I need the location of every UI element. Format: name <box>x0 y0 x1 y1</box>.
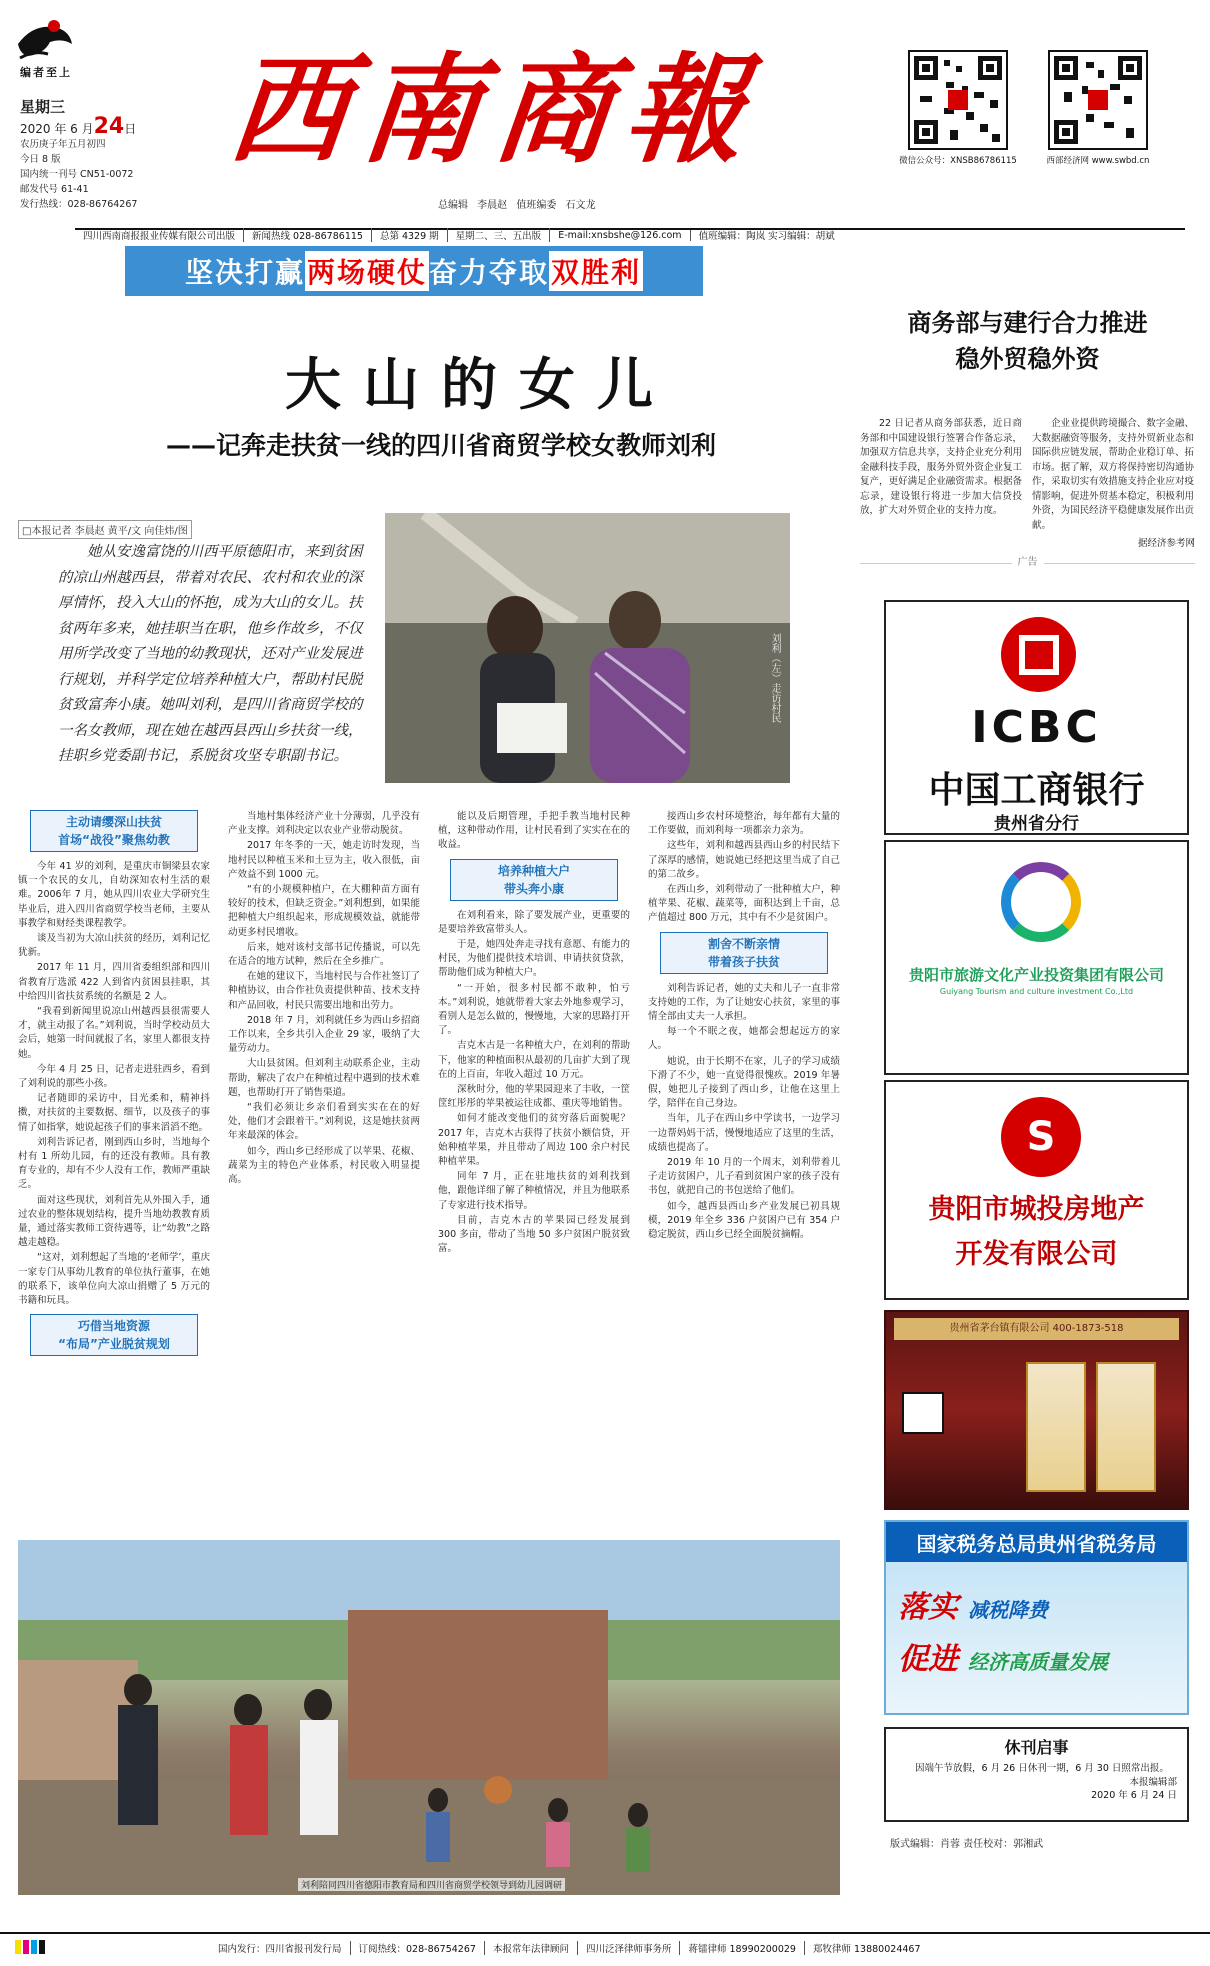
tax-bureau-ad[interactable] <box>884 1520 1189 1715</box>
subhead: 培养种植大户 带头奔小康 <box>450 859 618 901</box>
weekday: 星期三 <box>20 98 66 116</box>
tourism-cn-name: 贵阳市旅游文化产业投资集团有限公司 <box>908 966 1164 984</box>
lead-article-body <box>18 810 840 1530</box>
editor-credit: 版式编辑：肖蓉 责任校对：郭湘武 <box>890 1839 1044 1850</box>
lead-headline <box>120 352 840 462</box>
qr-caption: 微信公众号：XNSB86786115 <box>899 156 1017 166</box>
side-news-title: 商务部与建行合力推进 稳外贸稳外资 <box>907 309 1148 373</box>
newspaper-motto-logo <box>14 14 76 62</box>
icbc-en-name: ICBC <box>971 702 1102 753</box>
slogan-banner: 坚决打赢 两场硬仗 奋力夺取 双胜利 <box>125 246 703 296</box>
qr-code-icon <box>1048 50 1148 150</box>
side-news <box>860 305 1195 566</box>
issue-day: 24 <box>93 114 125 139</box>
tax-slogan-line2: 促进 经济高质量发展 <box>898 1642 1108 1677</box>
footer-distribution: 国内发行：四川省报刊发行局 <box>210 1941 351 1955</box>
city-investment-logo-icon: S <box>1001 1097 1081 1177</box>
side-news-body: 22 日记者从商务部获悉，近日商务部和中国建设银行签署合作备忘录，加强双方信息共享，支持企业充分利用金融科技手段，服务外贸外资企业复工复产，更好满足企业融资需求。根据备忘录，建设银行将进一步加大信贷投放，扩大对外贸企业的支持力度。 企业业提供跨境撮合、数字金融、大数据融资等服务，支持外贸新业态和国际供应链发展，帮助企业稳订单、拓市场。据了解，双方将保持密切沟通协作，采取切实有效措施支持企业应对疫情影响，促进外贸基本稳定，积极利用外资，为国民经济平稳健康发展作出贡献。 <box>860 418 1194 531</box>
masthead <box>0 0 1210 242</box>
icbc-ad[interactable] <box>884 600 1189 835</box>
tax-bureau-name: 国家税务总局贵州省税务局 <box>886 1522 1187 1562</box>
tax-slogan-line1: 落实 减税降费 <box>898 1590 1048 1625</box>
liquor-ad[interactable] <box>884 1310 1189 1510</box>
icbc-logo-icon <box>1001 617 1076 692</box>
motto-text: 编者至上 <box>20 66 72 79</box>
footer-law-firm: 四川泛泽律师事务所 <box>578 1941 681 1955</box>
ad-label: 广告 <box>860 563 1195 564</box>
duty-editors: 值班编辑：陶岚 实习编辑：胡斌 <box>698 231 835 242</box>
footer-bar <box>0 1932 1210 1962</box>
footer-lawyer-1: 蒋镭律师 18990200029 <box>680 1941 805 1955</box>
article-column-4: 接西山乡农村环境整治，每年都有大量的工作要做，而刘利每一项都亲力亲为。 这些年，刘利和越西县西山乡的村民结下了深厚的感情，她说她已经把这里当成了自己的第二故乡。 在西山乡，刘利带动了一批种植大户，种植苹果、花椒、蔬菜等，面积达到上千亩，总产值超过 800 万元，其中有不少是贫困户。 割舍不断亲情 带着孩子扶贫 刘利告诉记者，她的丈夫和儿子一直非常支持她的工作，为了让她安心扶贫，家里的事情全部由丈夫一人承担。 每一个不眠之夜，她都会想起远方的家人。 她说，由于长期不在家，儿子的学习成绩下滑了不少，她一直觉得很愧疚。2019 年暑假，她把儿子接到了西山乡，让他在这里上学，陪伴在自己身边。 当年，儿子在西山乡中学读书，一边学习一边帮妈妈干活，慢慢地适应了这里的生活，成绩也提高了。 2019 年 10 月的一个周末，刘利带着儿子走访贫困户，儿子看到贫困户家的孩子没有书包，就把自己的书包送给了他们。 如今，越西县西山乡产业发展已初具规模，2019 年全乡 336 户贫困户已有 354 户稳定脱贫，西山乡已经全面脱贫摘帽。 <box>648 811 840 1241</box>
side-news-source: 据经济参考网 <box>1137 538 1195 549</box>
info-bar <box>75 228 1185 240</box>
qr-code-icon <box>908 50 1008 150</box>
subhead: 巧借当地资源 “布局”产业脱贫规划 <box>30 1314 198 1356</box>
tourism-group-ad[interactable] <box>884 840 1189 1075</box>
icbc-branch: 贵州省分行 <box>994 814 1079 834</box>
notice-date: 2020 年 6 月 24 日 <box>1091 1790 1177 1801</box>
suspension-notice <box>884 1727 1189 1822</box>
footer-subscription: 订阅热线：028-86754267 <box>351 1941 485 1955</box>
subhead: 主动请缨深山扶贫 首场“战役”聚焦幼教 <box>30 810 198 852</box>
lead-intro: 她从安逸富饶的川西平原德阳市，来到贫困的凉山州越西县，带着对农民、农村和农业的深厚情怀，投入大山的怀抱，成为大山的女儿。扶贫两年多来，她挂职当在职，他乡作故乡，不仅用所学改变了当地的幼教现状，还对产业发展进行规划，并科学定位培养种植大户，帮助村民脱贫致富奔小康。她叫刘利，是四川省商贸学校的一名女教师，现在她在越西县西山乡扶贫一线，挂职乡党委副书记，系脱贫攻坚专职副书记。 <box>58 544 363 764</box>
article-photo-kindergarten <box>18 1540 840 1895</box>
liquor-box-icon <box>1096 1362 1156 1492</box>
cn-number: 国内统一刊号 CN51-0072 <box>20 169 134 180</box>
qr-code-icon <box>902 1392 944 1434</box>
newspaper-title: 西南商報 <box>222 40 766 179</box>
byline: □本报记者 李晨赵 黄平/文 向佳炜/图 <box>18 520 192 539</box>
publish-schedule: 星期二、三、五出版 <box>448 228 551 242</box>
issue-date: 2020 年 6 月24日 <box>20 114 137 139</box>
article-column-2: 当地村集体经济产业十分薄弱，几乎没有产业支撑。刘利决定以农业产业带动脱贫。 2017 年冬季的一天，她走访时发现，当地村民以种植玉米和土豆为主，收入很低，亩产效益不到 1000 元。 “有的小规模种植户，在大棚种苗方面有较好的技术，但缺乏资金。”刘利想到，如果能把种植大户组织起来，形成规模效益，就能带动更多村民增收。 后来，她对该村支部书记传播说，可以先在适合的地方试种，然后在全乡推广。 在她的建议下，当地村民与合作社签订了种植协议，由合作社负责提供种苗、技术支持和产品回收，村民只需要出地和出劳力。 2018 年 7 月，刘利就任乡为西山乡招商工作以来，全乡共引入企业 29 家，吸纳了大量劳动力。 大山县贫困。但刘利主动联系企业，主动帮助，解决了农户在种植过程中遇到的技术难题，也帮助打开了销售渠道。 “我们必须让乡亲们看到实实在在的好处，他们才会跟着干。”刘利说，这是她扶贫两年来最深的体会。 如今，西山乡已经形成了以苹果、花椒、蔬菜为主的特色产业体系，村民收入明显提高。 <box>228 811 420 1186</box>
city-investment-name-line1: 贵阳市城投房地产 <box>928 1194 1145 1225</box>
tourism-en-name: Guiyang Tourism and culture investment Co.,Ltd <box>939 987 1134 996</box>
qr-caption: 西部经济网 www.swbd.cn <box>1046 156 1150 166</box>
issue-info <box>20 100 137 212</box>
lead-title: 大山的女儿 <box>285 353 675 418</box>
wechat-qr[interactable] <box>898 50 1018 166</box>
news-hotline: 新闻热线 028-86786115 <box>244 228 372 242</box>
chief-editors: 总编辑 李晨赵 值班编委 石文龙 <box>438 200 596 211</box>
page-count: 今日 8 版 <box>20 154 61 165</box>
postal-code: 邮发代号 61-41 <box>20 184 89 195</box>
city-investment-ad[interactable] <box>884 1080 1189 1300</box>
notice-body: 因端午节放假，6 月 26 日休刊一期，6 月 30 日照常出报。 <box>915 1763 1169 1774</box>
city-investment-name-line2: 开发有限公司 <box>955 1239 1118 1270</box>
photo-caption: 刘利陪同四川省德阳市教育局和四川省商贸学校领导到幼儿园调研 <box>298 1878 565 1891</box>
lunar-date: 农历庚子年五月初四 <box>20 139 106 150</box>
publisher: 四川西南商报报业传媒有限公司出版 <box>75 228 244 242</box>
liquor-ad-header: 贵州省茅台镇有限公司 400-1873-518 <box>894 1318 1179 1340</box>
article-column-3: 能以及后期管理，手把手教当地村民种植，这种带动作用，让村民看到了实实在在的收益。 培养种植大户 带头奔小康 在刘利看来，除了要发展产业，更重要的是要培养致富带头人。 于是，她四处奔走寻找有意愿、有能力的村民，为他们提供技术培训、申请扶贫贷款，帮助他们成为种植大户。 “一开始，很多村民都不敢种，怕亏本。”刘利说，她就带着大家去外地参观学习，看别人是怎么做的，慢慢地，大家的思路打开了。 吉克木古是一名种植大户，在刘利的帮助下，他家的种植面积从最初的几亩扩大到了现在的上百亩，年收入超过 10 万元。 深秋时分，他的苹果园迎来了丰收，一筐筐红彤彤的苹果被运往成都、重庆等地销售。 如何才能改变他们的贫穷落后面貌呢？2017 年，吉克木古获得了扶贫小额信贷，开始种植苹果，并且带动了周边 100 余户村民种植苹果。 同年 7 月，正在驻地扶贫的刘利找到他，跟他详细了解了种植情况，并且为他联系了专家进行技术指导。 目前，吉克木古的苹果园已经发展到 300 多亩，带动了当地 50 多户贫困户脱贫致富。 <box>438 811 630 1255</box>
liquor-bottle-icon <box>1026 1362 1086 1492</box>
article-column-1: 主动请缨深山扶贫 首场“战役”聚焦幼教 今年 41 岁的刘利，是重庆市铜梁县农家镇一个农民的女儿，自幼深知农村生活的艰难。2006年 7 月，她从四川农业大学研究生毕业后，进入四川省商贸学校当老师，主要从事教学和财经类课程教学。 谈及当初为大凉山扶贫的经历，刘利记忆犹新。 2017 年 11 月，四川省委组织部和四川省教育厅选派 422 人到省内贫困县挂职，其中给四川省扶贫系统的名额是 2 人。 “我看到新闻里说凉山州越西县很需要人才，就主动报了名。”刘利说，当时学校动员大会后，她第一时间就报了名，家里人都很支持她。 今年 4 月 25 日，记者走进驻西乡，看到了刘利说的那些小孩。 记者随即的采访中，目光柔和，精神抖擞，对扶贫的主要数据、细节，以及孩子的事情了如指掌，她说起孩子们的事来滔滔不绝。 刘利告诉记者，刚到西山乡时，当地每个村有 1 所幼儿园，有的还没有教师。具有教育专业的，却有不少人没有工作，教师严重缺乏。 面对这些现状，刘利首先从外围入手，通过农业的整体规划结构，提升当地幼教教育质量，通过落实教师工资待遇等，让“幼教”之路越走越稳。 “这对，刘利想起了当地的‘老师学’，重庆一家专门从事幼儿教育的单位执行董事，在她的联系下，该单位向大凉山捐赠了 5 万元的书籍和玩具。 巧借当地资源 “布局”产业脱贫规划 <box>18 810 210 1364</box>
footer-legal-counsel: 本报常年法律顾问 <box>485 1941 578 1955</box>
lead-subtitle: ——记奔走扶贫一线的四川省商贸学校女教师刘利 <box>166 431 717 460</box>
issue-number: 总第 4329 期 <box>372 228 448 242</box>
footer-lawyer-2: 郑牧律师 13880024467 <box>812 1944 921 1955</box>
article-photo-village-visit <box>385 513 790 783</box>
tourism-logo-icon <box>1001 862 1081 942</box>
icbc-cn-name: 中国工商银行 <box>928 770 1145 811</box>
notice-title: 休刊启事 <box>1004 1738 1069 1757</box>
notice-signature: 本报编辑部 <box>1129 1777 1177 1788</box>
hotline: 发行热线：028-86764267 <box>20 199 138 210</box>
photo-caption: 刘利（左）走访村民 <box>769 633 780 723</box>
email[interactable]: E-mail:xnsbshe@126.com <box>550 230 690 241</box>
web-qr[interactable] <box>1038 50 1158 166</box>
subhead: 割舍不断亲情 带着孩子扶贫 <box>660 932 828 974</box>
